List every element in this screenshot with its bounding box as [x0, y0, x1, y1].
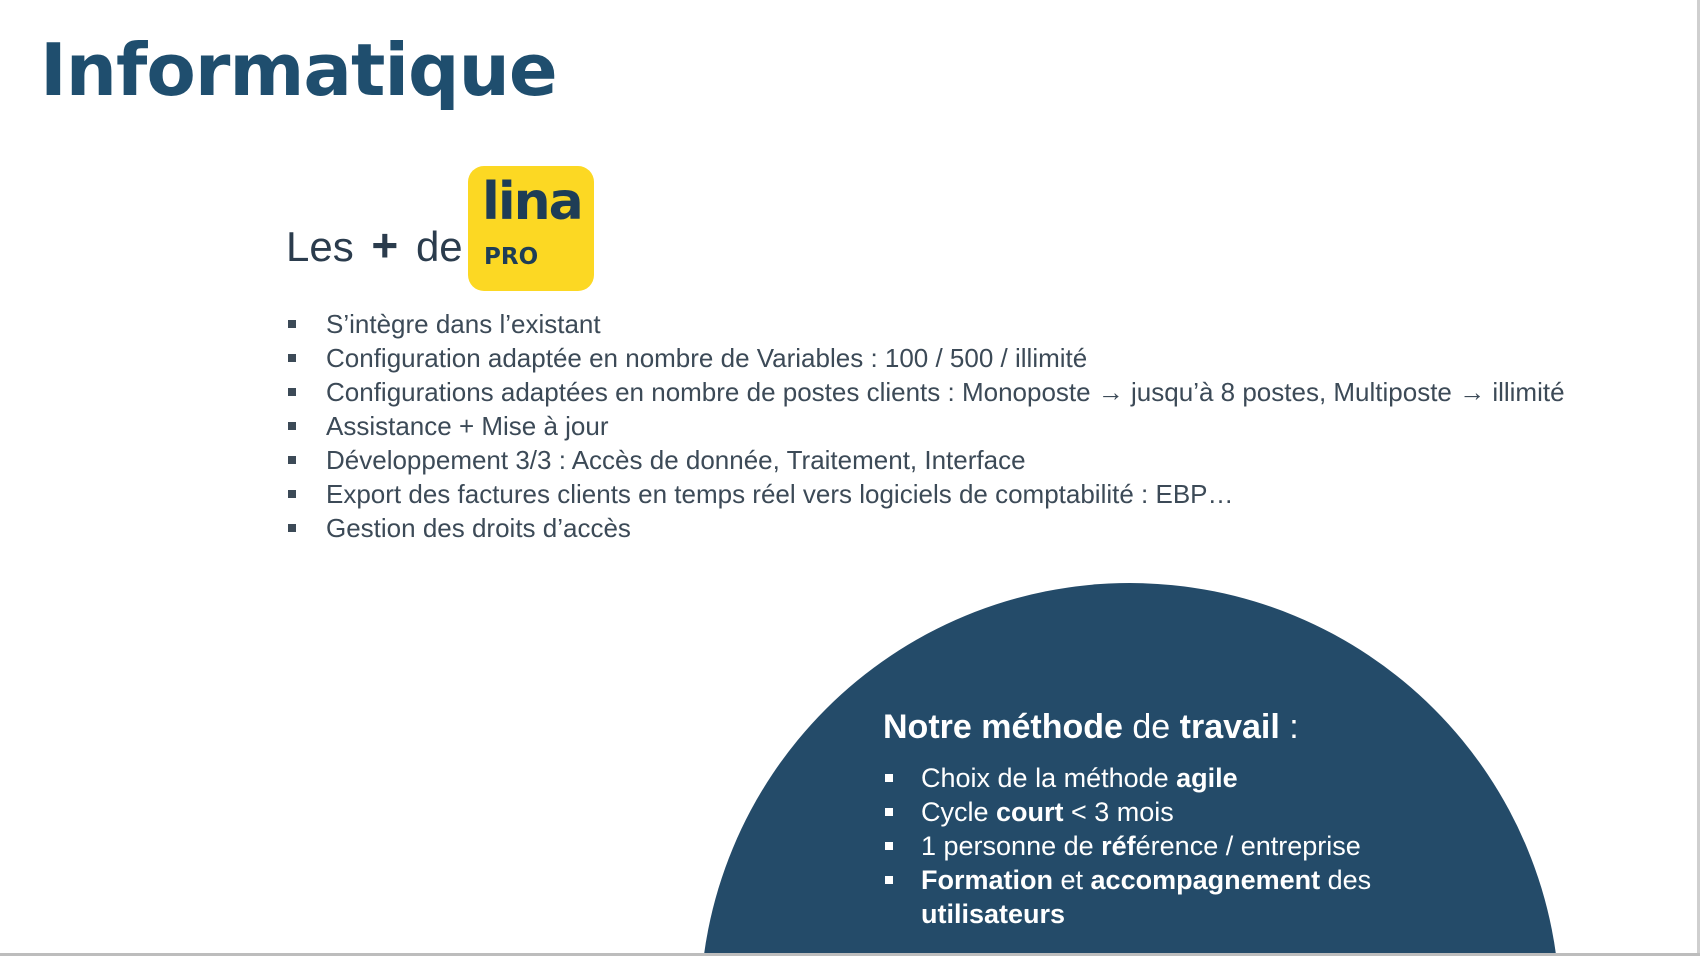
- method-title: [883, 708, 1371, 747]
- features-list: [286, 307, 1565, 545]
- method-block: [883, 708, 1371, 931]
- feature-item: Assistance + Mise à jour: [286, 409, 1565, 443]
- method-title-mid: de: [1122, 708, 1180, 746]
- method-list: [883, 761, 1371, 931]
- logo-word: lina: [482, 172, 582, 232]
- slide-title: Informatique: [40, 28, 557, 112]
- method-item: Choix de la méthode agile: [883, 761, 1371, 795]
- method-item: 1 personne de référence / entreprise: [883, 829, 1371, 863]
- lina-pro-logo: [468, 166, 594, 291]
- method-title-end: :: [1279, 708, 1299, 746]
- feature-item: Export des factures clients en temps réel vers logiciels de comptabilité : EBP…: [286, 477, 1565, 511]
- method-item: Formation et accompagnement des utilisateurs: [883, 863, 1371, 931]
- logo-sub: PRO: [484, 244, 539, 270]
- method-title-bold-2: travail: [1179, 708, 1280, 746]
- intro-heading: [286, 218, 463, 272]
- method-title-bold-1: Notre méthode: [883, 708, 1123, 746]
- intro-de: de: [415, 223, 463, 270]
- intro-les: Les: [286, 223, 354, 270]
- feature-item: Configurations adaptées en nombre de postes clients : Monoposte → jusqu’à 8 postes, Multiposte → illimité: [286, 375, 1565, 409]
- plus-icon: +: [371, 219, 399, 271]
- feature-item: Développement 3/3 : Accès de donnée, Traitement, Interface: [286, 443, 1565, 477]
- feature-item: Configuration adaptée en nombre de Variables : 100 / 500 / illimité: [286, 341, 1565, 375]
- feature-item: S’intègre dans l’existant: [286, 307, 1565, 341]
- method-item: Cycle court < 3 mois: [883, 795, 1371, 829]
- feature-item: Gestion des droits d’accès: [286, 511, 1565, 545]
